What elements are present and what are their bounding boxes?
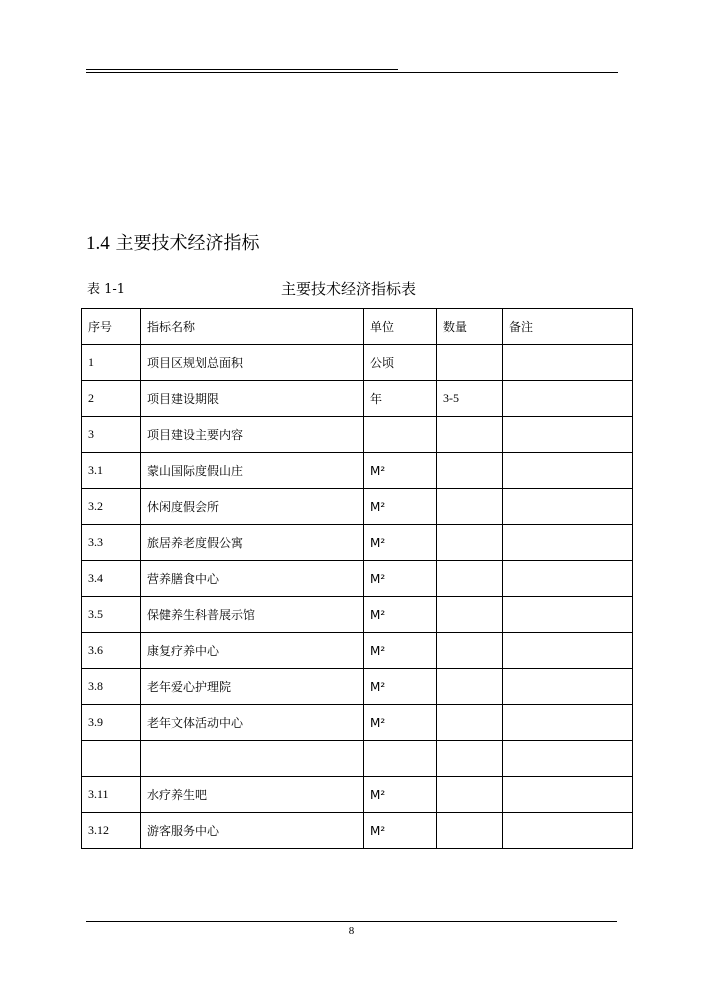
table-row xyxy=(82,561,633,597)
name-cell: 保健养生科普展示馆 xyxy=(141,597,364,633)
section-number: 1.4 xyxy=(86,233,110,254)
name-cell: 指标名称 xyxy=(141,309,364,345)
seq-cell: 1 xyxy=(82,345,141,381)
quantity-cell xyxy=(437,633,503,669)
seq-cell: 3.12 xyxy=(82,813,141,849)
remark-cell xyxy=(503,417,633,453)
unit-cell xyxy=(364,417,437,453)
section-title: 主要技术经济指标 xyxy=(115,233,260,254)
seq-cell: 3.3 xyxy=(82,525,141,561)
quantity-cell xyxy=(437,741,503,777)
seq-cell: 3.6 xyxy=(82,633,141,669)
seq-cell: 2 xyxy=(82,381,141,417)
name-cell: 老年爱心护理院 xyxy=(141,669,364,705)
table-row xyxy=(82,345,633,381)
quantity-cell xyxy=(437,525,503,561)
table-row xyxy=(82,777,633,813)
table-row xyxy=(82,669,633,705)
name-cell: 水疗养生吧 xyxy=(141,777,364,813)
indicator-table xyxy=(81,308,633,849)
table-header-row xyxy=(82,309,633,345)
seq-cell: 序号 xyxy=(82,309,141,345)
footer-rule xyxy=(86,921,617,922)
quantity-cell xyxy=(437,597,503,633)
table-row xyxy=(82,381,633,417)
unit-cell: 年 xyxy=(364,381,437,417)
table-row xyxy=(82,525,633,561)
quantity-cell xyxy=(437,561,503,597)
remark-cell: 备注 xyxy=(503,309,633,345)
quantity-cell xyxy=(437,489,503,525)
remark-cell xyxy=(503,669,633,705)
name-cell: 游客服务中心 xyxy=(141,813,364,849)
unit-cell: M² xyxy=(364,561,437,597)
remark-cell xyxy=(503,777,633,813)
quantity-cell xyxy=(437,417,503,453)
remark-cell xyxy=(503,561,633,597)
name-cell: 项目区规划总面积 xyxy=(141,345,364,381)
name-cell: 项目建设主要内容 xyxy=(141,417,364,453)
table-caption-label: 表 1-1 xyxy=(87,282,126,297)
name-cell: 康复疗养中心 xyxy=(141,633,364,669)
seq-cell: 3.4 xyxy=(82,561,141,597)
table-caption-title: 主要技术经济指标表 xyxy=(281,280,417,298)
unit-cell: M² xyxy=(364,705,437,741)
unit-cell: M² xyxy=(364,813,437,849)
table-row xyxy=(82,633,633,669)
remark-cell xyxy=(503,345,633,381)
quantity-cell xyxy=(437,453,503,489)
header-rule-long xyxy=(86,72,618,73)
quantity-cell: 3-5 xyxy=(437,381,503,417)
seq-cell: 3.8 xyxy=(82,669,141,705)
unit-cell xyxy=(364,741,437,777)
section-heading xyxy=(86,232,259,256)
remark-cell xyxy=(503,633,633,669)
quantity-cell xyxy=(437,705,503,741)
seq-cell xyxy=(82,741,141,777)
unit-cell: M² xyxy=(364,597,437,633)
seq-cell: 3.9 xyxy=(82,705,141,741)
seq-cell: 3.11 xyxy=(82,777,141,813)
seq-cell: 3.5 xyxy=(82,597,141,633)
page-number: 8 xyxy=(348,925,355,937)
quantity-cell xyxy=(437,345,503,381)
remark-cell xyxy=(503,525,633,561)
quantity-cell xyxy=(437,813,503,849)
name-cell: 蒙山国际度假山庄 xyxy=(141,453,364,489)
header-rule-short xyxy=(86,69,398,70)
unit-cell: M² xyxy=(364,489,437,525)
remark-cell xyxy=(503,705,633,741)
name-cell: 营养膳食中心 xyxy=(141,561,364,597)
seq-cell: 3.2 xyxy=(82,489,141,525)
quantity-cell xyxy=(437,777,503,813)
table-row xyxy=(82,417,633,453)
unit-cell: 单位 xyxy=(364,309,437,345)
name-cell: 老年文体活动中心 xyxy=(141,705,364,741)
unit-cell: M² xyxy=(364,777,437,813)
name-cell: 休闲度假会所 xyxy=(141,489,364,525)
unit-cell: M² xyxy=(364,525,437,561)
table-row xyxy=(82,741,633,777)
unit-cell: M² xyxy=(364,633,437,669)
remark-cell xyxy=(503,381,633,417)
remark-cell xyxy=(503,597,633,633)
table-row xyxy=(82,489,633,525)
table-row xyxy=(82,453,633,489)
quantity-cell: 数量 xyxy=(437,309,503,345)
unit-cell: M² xyxy=(364,669,437,705)
unit-cell: 公顷 xyxy=(364,345,437,381)
name-cell: 旅居养老度假公寓 xyxy=(141,525,364,561)
name-cell: 项目建设期限 xyxy=(141,381,364,417)
seq-cell: 3 xyxy=(82,417,141,453)
remark-cell xyxy=(503,453,633,489)
remark-cell xyxy=(503,489,633,525)
quantity-cell xyxy=(437,669,503,705)
table-row xyxy=(82,813,633,849)
unit-cell: M² xyxy=(364,453,437,489)
remark-cell xyxy=(503,741,633,777)
name-cell xyxy=(141,741,364,777)
table-row xyxy=(82,597,633,633)
remark-cell xyxy=(503,813,633,849)
table-row xyxy=(82,705,633,741)
seq-cell: 3.1 xyxy=(82,453,141,489)
